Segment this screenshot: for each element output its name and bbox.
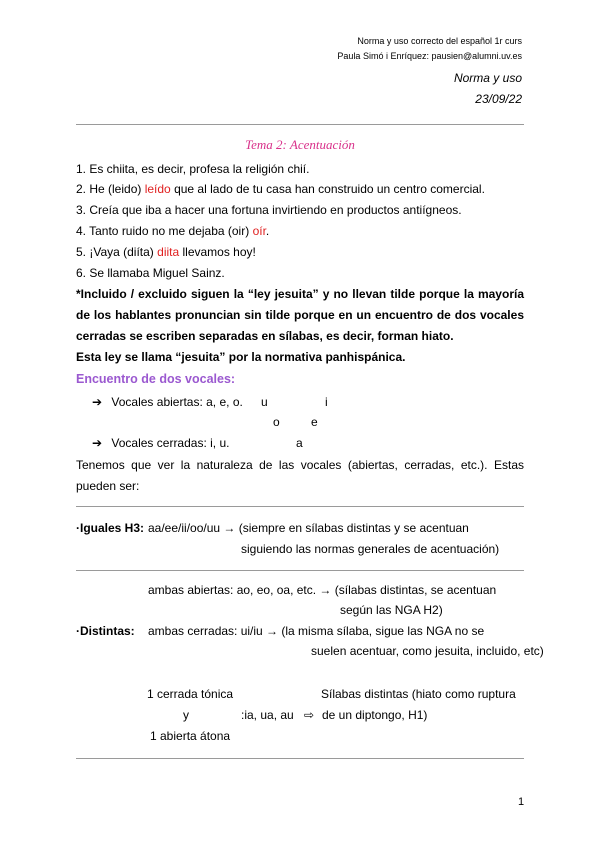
section-heading: Encuentro de dos vocales: (76, 372, 236, 386)
list-item-text: 5. ¡Vaya (diíta) (76, 245, 158, 259)
bullet-cerradas (92, 436, 229, 450)
list-item-text: 2. He (leido) (76, 182, 145, 196)
iguales-label: ·Iguales H3: (76, 521, 145, 535)
distintas-cerradas: ambas cerradas: ui/iu → (la misma sílaba, sigue las NGA no se (148, 624, 485, 638)
divider (76, 570, 524, 571)
note-line: Esta ley se llama “jesuita” por la normativa panhispánica. (76, 350, 406, 364)
list-item-text: 1. Es chiita, es decir, profesa la religión chií. (76, 162, 310, 176)
divider (76, 124, 524, 125)
list-item-text: llevamos hoy! (179, 245, 256, 259)
mix-result: Sílabas distintas (hiato como ruptura (321, 687, 516, 701)
mix-y: y (183, 708, 189, 722)
paragraph-line: Tenemos que ver la naturaleza de las vocales (abiertas, cerradas, etc.). Estas (76, 458, 524, 472)
paragraph-line: pueden ser: (76, 479, 140, 493)
corrected-word: diita (157, 245, 180, 259)
bullet-abiertas (92, 395, 243, 409)
diagram-e: e (311, 415, 318, 429)
list-item (76, 245, 256, 259)
list-item-text: que al lado de tu casa han construido un centro comercial. (170, 182, 485, 196)
iguales-line: siguiendo las normas generales de acentuación) (241, 542, 500, 556)
page-title: Tema 2: Acentuación (245, 137, 355, 152)
distintas-abiertas: ambas abiertas: ao, eo, oa, etc. → (sílabas distintas, se acentuan (148, 583, 497, 597)
list-item (76, 203, 462, 217)
diagram-o: o (273, 415, 280, 429)
list-item-text: 4. Tanto ruido no me dejaba (oir) (76, 224, 253, 238)
divider (76, 506, 524, 507)
diagram-i: i (325, 395, 328, 409)
list-item (76, 162, 309, 176)
header-course: Norma y uso correcto del español 1r curs (357, 36, 522, 46)
list-item (76, 224, 269, 238)
mix-line: 1 cerrada tónica (147, 687, 234, 701)
double-arrow-icon: ⇨ (304, 708, 315, 722)
list-item-text: . (265, 224, 270, 238)
mix-result: de un diptongo, H1) (322, 708, 428, 722)
distintas-abiertas: según las NGA H2) (340, 603, 443, 617)
list-item (76, 266, 225, 280)
iguales-line: aa/ee/ii/oo/uu → (siempre en sílabas distintas y se acentuan (148, 521, 469, 535)
corrected-word: leído (144, 182, 171, 196)
arrow-bullet-icon: ➔ (92, 395, 103, 409)
page-number: 1 (518, 796, 525, 808)
diagram-u: u (261, 395, 268, 409)
corrected-word: oír (252, 224, 266, 238)
divider (76, 758, 524, 759)
bullet-text: Vocales cerradas: i, u. (111, 436, 230, 450)
mix-combo: :ia, ua, au (241, 708, 294, 722)
list-item (76, 182, 485, 196)
bullet-text: Vocales abiertas: a, e, o. (111, 395, 243, 409)
arrow-bullet-icon: ➔ (92, 436, 103, 450)
note-line: cerradas se escriben separadas en sílabas, es decir, forman hiato. (76, 329, 454, 343)
mix-line: 1 abierta átona (150, 729, 231, 743)
list-item-text: 3. Creía que iba a hacer una fortuna invirtiendo en productos antiígneos. (76, 203, 462, 217)
header-subject: Norma y uso (453, 71, 522, 85)
list-item-text: 6. Se llamaba Miguel Sainz. (76, 266, 225, 280)
header-date: 23/09/22 (475, 92, 522, 106)
note-line: *Incluido / excluido siguen la “ley jesuita” y no llevan tilde porque la mayoría (76, 287, 524, 301)
note-line: de los hablantes pronuncian sin tilde porque en un encuentro de dos vocales (76, 308, 524, 322)
header-author: Paula Simó i Enríquez: pausien@alumni.uv.es (337, 51, 522, 61)
distintas-label: ·Distintas: (76, 624, 135, 638)
diagram-a: a (296, 436, 303, 450)
distintas-cerradas: suelen acentuar, como jesuita, incluido, etc) (311, 644, 544, 658)
